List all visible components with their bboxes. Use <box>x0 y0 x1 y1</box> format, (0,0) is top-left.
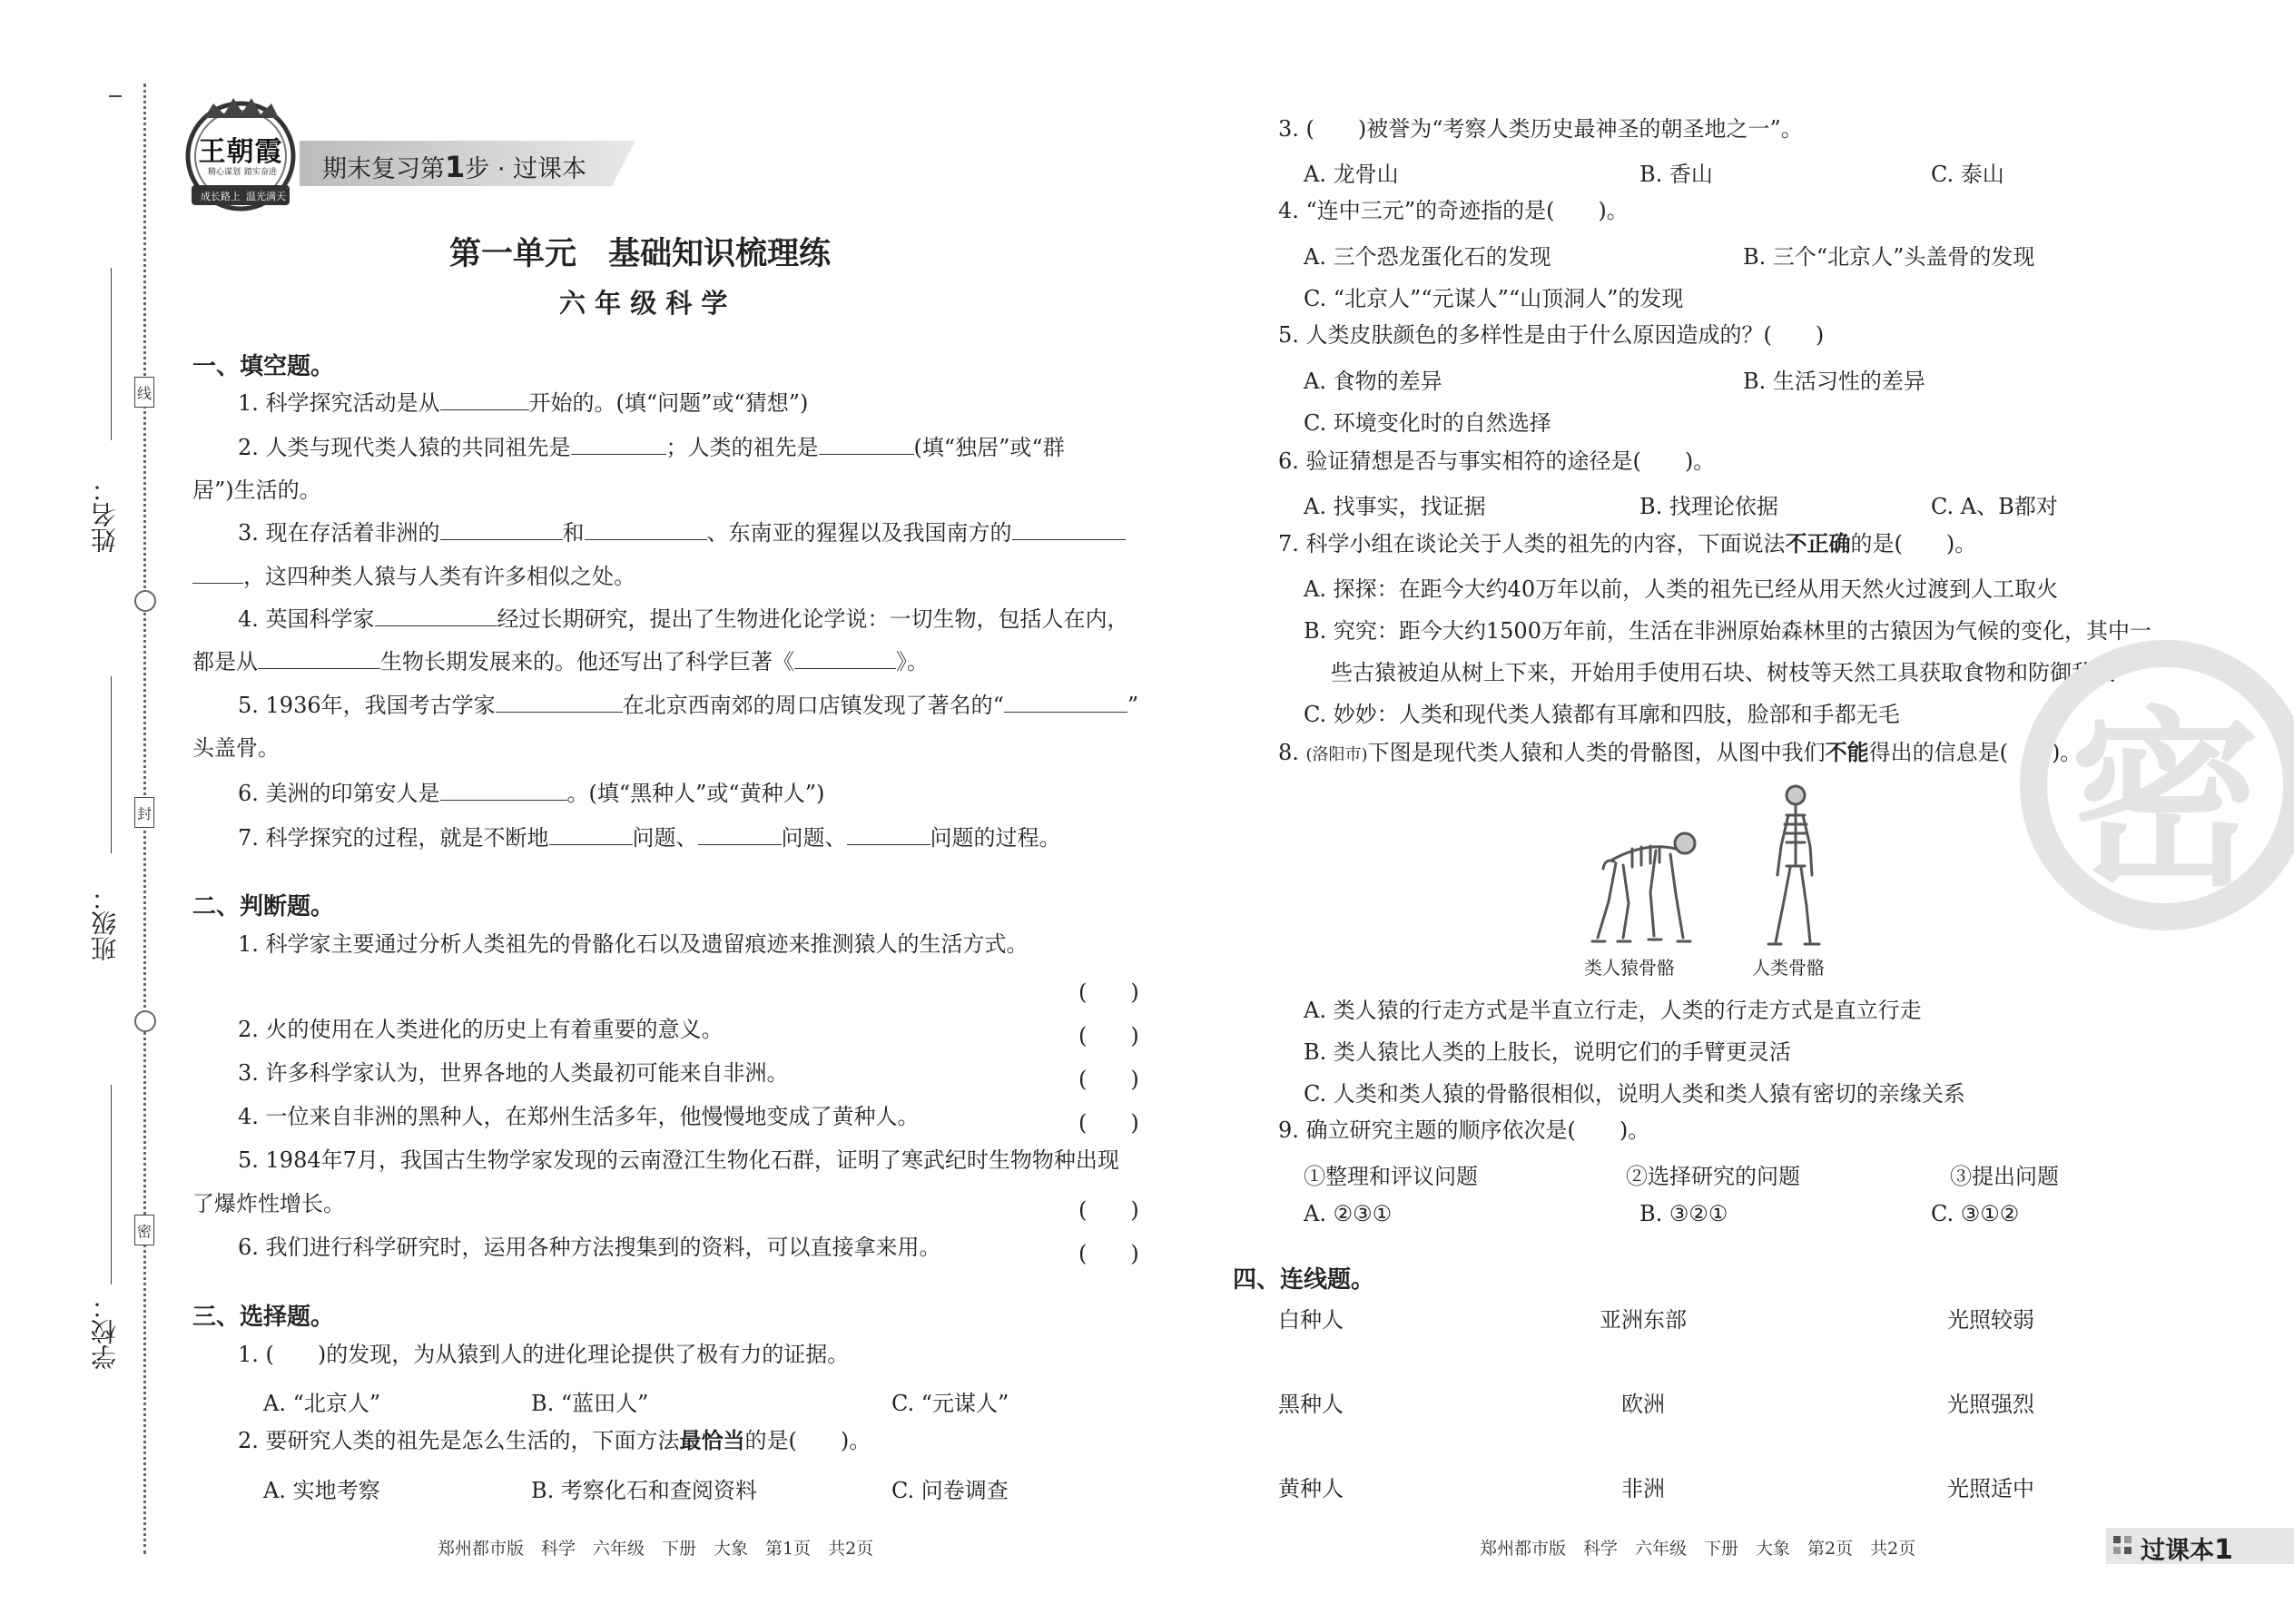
choice-question-2: 2. 要研究人类的祖先是怎么生活的，下面方法最恰当的是( )。 <box>238 1428 871 1453</box>
class-blank-line <box>111 676 112 853</box>
choice-option[interactable]: B. “蓝田人” <box>531 1391 649 1416</box>
choice-option[interactable]: B. 考察化石和查阅资料 <box>531 1478 757 1503</box>
answer-blank[interactable] <box>192 563 243 584</box>
name-blank-line <box>111 268 112 440</box>
answer-blank[interactable] <box>1004 692 1127 713</box>
answer-blank[interactable] <box>698 824 782 845</box>
choice-question-8: 8. (洛阳市)下图是现代类人猿和人类的骨骼图，从图中我们不能得出的信息是( )。 <box>1278 740 2082 765</box>
choice-option[interactable]: A. 类人猿的行走方式是半直立行走，人类的行走方式是直立行走 <box>1304 998 1922 1023</box>
sequence-step: ②选择研究的问题 <box>1626 1164 1800 1189</box>
judge-question-5-cont: 了爆炸性增长。 <box>192 1191 345 1216</box>
section-heading: 四、连线题。 <box>1233 1266 1375 1294</box>
page-footer-right: 郑州都市版 科学 六年级 下册 大象 第2页 共2页 <box>1480 1539 1916 1559</box>
fill-question-5: 5. 1936年，我国考古学家 在北京西南郊的周口店镇发现了著名的“ ” <box>238 693 1139 718</box>
choice-question-6: 6. 验证猜想是否与事实相符的途径是( )。 <box>1278 448 1716 474</box>
human-skeleton-caption: 人类骨骼 <box>1752 957 1825 979</box>
logo-motto-right: 踏实奋进 <box>244 168 278 177</box>
choice-option[interactable]: B. 究究：距今大约1500万年前，生活在非洲原始森林里的古猿因为气候的变化，其中一 <box>1304 618 2151 644</box>
choice-option[interactable]: C. 人类和类人猿的骨骼很相似，说明人类和类人猿有密切的亲缘关系 <box>1304 1081 1965 1107</box>
choice-question-7: 7. 科学小组在谈论关于人类的祖先的内容，下面说法不正确的是( )。 <box>1278 531 1977 556</box>
choice-question-3: 3. ( )被誉为“考察人类历史最神圣的朝圣地之一”。 <box>1278 116 1803 142</box>
answer-blank[interactable] <box>440 389 529 410</box>
match-item-left[interactable]: 白种人 <box>1278 1307 1344 1333</box>
corner-tab-dots-icon <box>2113 1536 2133 1556</box>
choice-option[interactable]: C. 问卷调查 <box>891 1478 1009 1503</box>
choice-option[interactable]: B. 生活习性的差异 <box>1743 369 1925 394</box>
choice-question-4: 4. “连中三元”的奇迹指的是( )。 <box>1278 198 1629 223</box>
choice-option[interactable]: A. 找事实，找证据 <box>1304 494 1486 519</box>
choice-option[interactable]: A. “北京人” <box>263 1391 381 1416</box>
choice-option[interactable]: A. 探探：在距今大约40万年以前，人类的祖先已经从用天然火过渡到人工取火 <box>1304 576 2059 602</box>
step-banner-text <box>322 149 586 184</box>
sequence-step: ①整理和评议问题 <box>1304 1164 1478 1189</box>
page-title: 第一单元 基础知识梳理练 <box>449 236 832 272</box>
choice-option[interactable]: B. 找理论依据 <box>1639 494 1778 519</box>
section-heading: 二、判断题。 <box>192 893 335 920</box>
choice-question-5: 5. 人类皮肤颜色的多样性是由于什么原因造成的？( ) <box>1278 322 1825 348</box>
answer-blank[interactable] <box>440 519 563 540</box>
choice-option[interactable]: C. A、B都对 <box>1931 494 2058 519</box>
section-heading: 三、选择题。 <box>192 1304 335 1331</box>
logo-text: 王朝霞 <box>198 136 283 168</box>
choice-option[interactable]: B. 三个“北京人”头盖骨的发现 <box>1743 244 2035 270</box>
human-skeleton-image <box>1759 782 1832 950</box>
page-footer-left: 郑州都市版 科学 六年级 下册 大象 第1页 共2页 <box>438 1539 874 1559</box>
fill-question-7: 7. 科学探究的过程，就是不断地 问题、 问题、 问题的过程。 <box>238 825 1061 851</box>
judge-question-4: 4. 一位来自非洲的黑种人，在郑州生活多年，他慢慢地变成了黄种人。 <box>238 1104 920 1129</box>
logo-motto-left: 精心谋划 <box>208 168 241 177</box>
judge-answer-5[interactable]: ( ) <box>1078 1197 1139 1223</box>
seal-marker-xian: 线 <box>134 377 154 408</box>
match-item-middle[interactable]: 欧洲 <box>1621 1392 1665 1417</box>
answer-blank[interactable] <box>819 434 914 455</box>
binding-top-tick <box>109 95 122 97</box>
fill-question-2-cont: 居”)生活的。 <box>192 477 321 503</box>
fill-question-6: 6. 美洲的印第安人是 。(填“黑种人”或“黄种人”) <box>238 781 825 806</box>
judge-answer-4[interactable]: ( ) <box>1078 1110 1139 1136</box>
stamp-character: 密 <box>2069 690 2260 912</box>
choice-option-cont: 些古猿被迫从树上下来，开始用手使用石块、树枝等天然工具获取食物和防御敌人 <box>1331 660 2115 685</box>
ape-skeleton-image <box>1578 822 1714 949</box>
sequence-step: ③提出问题 <box>1950 1164 2059 1189</box>
judge-question-6: 6. 我们进行科学研究时，运用各种方法搜集到的资料，可以直接拿来用。 <box>238 1235 941 1260</box>
judge-answer-2[interactable]: ( ) <box>1078 1023 1139 1048</box>
corner-tab-label: 过课本1 <box>2141 1534 2233 1566</box>
match-item-middle[interactable]: 非洲 <box>1621 1476 1665 1501</box>
answer-blank[interactable] <box>571 434 666 455</box>
fill-question-1: 1. 科学探究活动是从 开始的。(填“问题”或“猜想”) <box>238 390 809 416</box>
choice-question-1: 1. ( )的发现，为从猿到人的进化理论提供了极有力的证据。 <box>238 1342 850 1367</box>
answer-blank[interactable] <box>496 692 623 713</box>
choice-option[interactable]: A. ②③① <box>1304 1201 1393 1226</box>
choice-option[interactable]: A. 龙骨山 <box>1304 162 1399 187</box>
fill-question-5-cont: 头盖骨。 <box>192 735 280 761</box>
name-label: 姓名： <box>90 477 120 553</box>
judge-answer-1[interactable]: ( ) <box>1078 979 1139 1005</box>
fill-question-4: 4. 英国科学家 经过长期研究，提出了生物进化论学说：一切生物，包括人在内， <box>238 606 1129 632</box>
judge-question-2: 2. 火的使用在人类进化的历史上有着重要的意义。 <box>238 1017 724 1042</box>
choice-option[interactable]: A. 食物的差异 <box>1304 369 1442 394</box>
judge-question-1: 1. 科学家主要通过分析人类祖先的骨骼化石以及遗留痕迹来推测猿人的生活方式。 <box>238 931 1029 957</box>
school-blank-line <box>111 1085 112 1284</box>
ape-skeleton-caption: 类人猿骨骼 <box>1584 957 1675 979</box>
match-item-left[interactable]: 黑种人 <box>1278 1392 1344 1417</box>
choice-option[interactable]: B. ③②① <box>1639 1201 1728 1226</box>
fill-question-3: 3. 现在存活着非洲的 和 、东南亚的猩猩以及我国南方的 <box>238 517 1126 548</box>
page-subtitle: 六 年 级 科 学 <box>559 288 728 319</box>
answer-blank[interactable] <box>258 648 380 669</box>
judge-question-5: 5. 1984年7月，我国古生物学家发现的云南澄江生物化石群，证明了寒武纪时生物物种出现 <box>238 1147 1119 1173</box>
school-label: 学校： <box>90 1294 120 1370</box>
seal-marker-mi: 密 <box>134 1215 154 1245</box>
choice-option[interactable]: B. 香山 <box>1639 162 1713 187</box>
section-heading: 一、填空题。 <box>192 353 335 380</box>
match-item-right[interactable]: 光照适中 <box>1947 1476 2034 1501</box>
step-prefix: 期末复习第 <box>322 155 445 183</box>
fill-question-4-cont: 都是从 生物长期发展来的。他还写出了科学巨著《 》。 <box>192 649 929 674</box>
answer-blank[interactable] <box>794 648 896 669</box>
choice-option[interactable]: C. 泰山 <box>1931 162 2004 187</box>
logo-ribbon-right: 温光满天 <box>246 191 286 202</box>
step-number: 1 <box>445 150 466 184</box>
choice-option[interactable]: A. 三个恐龙蛋化石的发现 <box>1304 244 1551 270</box>
binding-separator-icon <box>134 590 156 612</box>
choice-question-9: 9. 确立研究主题的顺序依次是( )。 <box>1278 1117 1650 1143</box>
step-suffix: 步 · 过课本 <box>465 155 587 183</box>
secret-stamp-watermark <box>2020 640 2294 930</box>
choice-option[interactable]: C. 妙妙：人类和现代类人猿都有耳廓和四肢，脸部和手都无毛 <box>1304 702 1900 727</box>
match-item-middle[interactable]: 亚洲东部 <box>1600 1307 1687 1333</box>
match-item-left[interactable]: 黄种人 <box>1278 1476 1344 1501</box>
judge-question-3: 3. 许多科学家认为，世界各地的人类最初可能来自非洲。 <box>238 1060 789 1086</box>
answer-blank[interactable] <box>440 780 567 801</box>
answer-blank[interactable] <box>1012 519 1126 540</box>
judge-answer-6[interactable]: ( ) <box>1078 1241 1139 1266</box>
seal-marker-feng: 封 <box>134 797 154 828</box>
answer-blank[interactable] <box>847 824 930 845</box>
answer-blank[interactable] <box>375 605 497 626</box>
judge-answer-3[interactable]: ( ) <box>1078 1067 1139 1092</box>
region-tag: (洛阳市) <box>1305 745 1368 764</box>
answer-blank[interactable] <box>585 519 707 540</box>
match-item-right[interactable]: 光照较弱 <box>1947 1307 2034 1333</box>
choice-option[interactable]: A. 实地考察 <box>263 1478 380 1503</box>
brand-logo <box>177 91 304 218</box>
binding-separator-icon <box>134 1010 156 1032</box>
choice-option[interactable]: C. 环境变化时的自然选择 <box>1304 410 1551 436</box>
choice-option[interactable]: C. “元谋人” <box>891 1391 1009 1416</box>
choice-option[interactable]: B. 类人猿比人类的上肢长，说明它们的手臂更灵活 <box>1304 1039 1791 1065</box>
logo-ribbon-left: 成长路上 <box>201 191 241 202</box>
choice-option[interactable]: C. “北京人”“元谋人”“山顶洞人”的发现 <box>1304 286 1684 311</box>
fill-question-3-cont: ，这四种类人猿与人类有许多相似之处。 <box>192 561 635 592</box>
answer-blank[interactable] <box>549 824 633 845</box>
fill-question-2: 2. 人类与现代类人猿的共同祖先是 ；人类的祖先是 (填“独居”或“群 <box>238 435 1065 460</box>
match-item-right[interactable]: 光照强烈 <box>1947 1392 2034 1417</box>
class-label: 班级： <box>90 885 120 961</box>
choice-option[interactable]: C. ③①② <box>1931 1201 2020 1226</box>
